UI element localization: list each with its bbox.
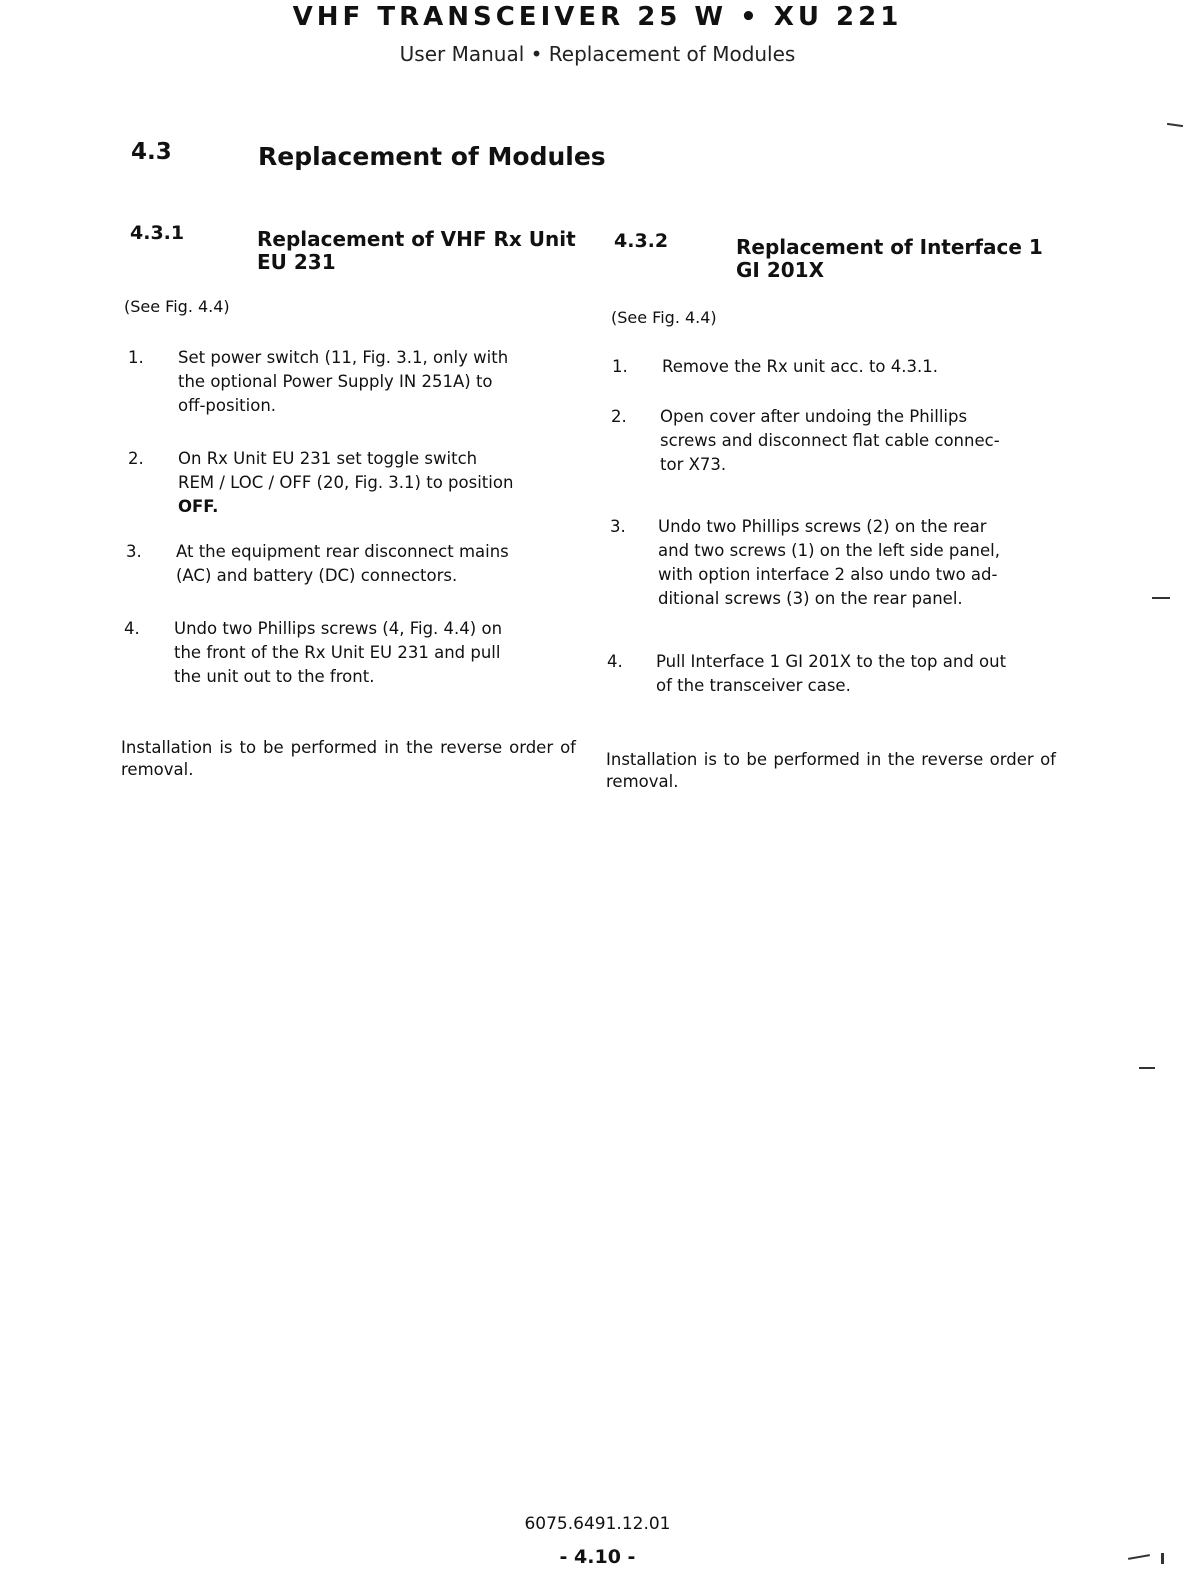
step-line: Undo two Phillips screws (4, Fig. 4.4) on — [174, 619, 503, 638]
step-number: 4. — [124, 619, 140, 638]
left-subsection-title — [257, 228, 587, 274]
step-line: and two screws (1) on the left side panel, — [658, 541, 1000, 560]
step-line: (AC) and battery (DC) connectors. — [176, 566, 458, 585]
right-figure-ref: (See Fig. 4.4) — [611, 308, 717, 327]
step-line: the front of the Rx Unit EU 231 and pull — [174, 643, 501, 662]
document-title: VHF TRANSCEIVER 25 W • XU 221 — [292, 2, 903, 32]
step-line: tor X73. — [660, 455, 727, 474]
step-number: 3. — [126, 542, 142, 561]
step-line: REM / LOC / OFF (20, Fig. 3.1) to position — [178, 473, 514, 492]
section-title: Replacement of Modules — [258, 142, 606, 171]
step-line: of the transceiver case. — [656, 676, 851, 695]
left-title-line-1: Replacement of VHF Rx Unit — [257, 227, 576, 251]
step-number: 2. — [611, 407, 627, 426]
step-line: Pull Interface 1 GI 201X to the top and out — [656, 652, 1007, 671]
step-line: with option interface 2 also undo two ad- — [658, 565, 998, 584]
scan-mark — [1152, 597, 1170, 599]
left-title-line-2: EU 231 — [257, 250, 336, 274]
step-line: ditional screws (3) on the rear panel. — [658, 589, 963, 608]
step-line: off-position. — [178, 396, 277, 415]
left-installation-note: Installation is to be performed in the reverse order of removal. — [121, 738, 576, 779]
step-number: 2. — [128, 449, 144, 468]
step-line: OFF. — [178, 497, 219, 516]
step-line: At the equipment rear disconnect mains — [176, 542, 509, 561]
step-number: 1. — [612, 357, 628, 376]
step-line: Open cover after undoing the Phillips — [660, 407, 968, 426]
step-number: 4. — [607, 652, 623, 671]
step-number: 1. — [128, 348, 144, 367]
scan-mark — [1161, 1553, 1164, 1564]
right-title-line-2: GI 201X — [736, 258, 824, 282]
step-line: screws and disconnect flat cable connec- — [660, 431, 1000, 450]
step-line: the optional Power Supply IN 251A) to — [178, 372, 493, 391]
section-number: 4.3 — [131, 139, 172, 165]
scan-mark — [1139, 1067, 1155, 1069]
step-line: Remove the Rx unit acc. to 4.3.1. — [662, 357, 938, 376]
right-title-line-1: Replacement of Interface 1 — [736, 235, 1043, 259]
step-line: the unit out to the front. — [174, 667, 375, 686]
document-subtitle: User Manual • Replacement of Modules — [399, 42, 796, 66]
document-code: 6075.6491.12.01 — [524, 1514, 671, 1534]
right-subsection-title — [736, 236, 1066, 282]
page-number: - 4.10 - — [559, 1546, 636, 1568]
scan-mark — [1167, 123, 1183, 127]
left-subsection-number: 4.3.1 — [130, 222, 185, 244]
step-number: 3. — [610, 517, 626, 536]
step-line: Undo two Phillips screws (2) on the rear — [658, 517, 987, 536]
step-line: Set power switch (11, Fig. 3.1, only with — [178, 348, 509, 367]
right-installation-note: Installation is to be performed in the reverse order of removal. — [606, 750, 1056, 791]
step-line: On Rx Unit EU 231 set toggle switch — [178, 449, 478, 468]
left-figure-ref: (See Fig. 4.4) — [124, 297, 230, 316]
right-subsection-number: 4.3.2 — [614, 230, 669, 252]
